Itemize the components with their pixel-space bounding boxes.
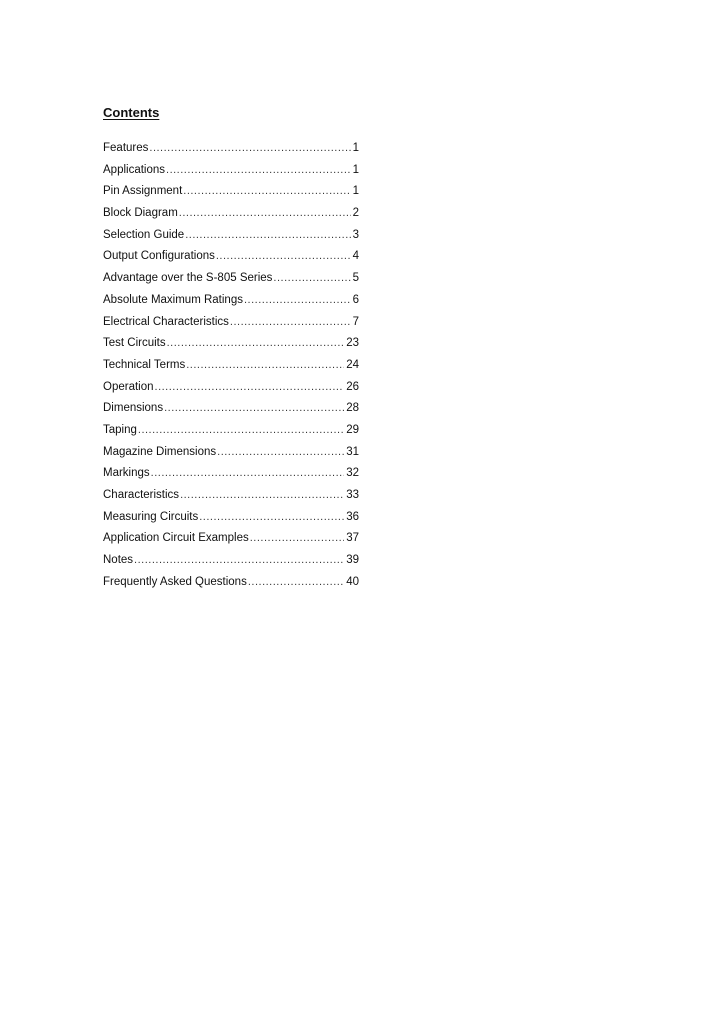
toc-entry-page-number: 28: [346, 402, 359, 415]
toc-entry-page-number: 1: [352, 163, 359, 176]
toc-entry-label: Features: [103, 142, 149, 154]
dot-leader: [183, 183, 350, 199]
toc-entry-label: Pin Assignment: [103, 185, 183, 198]
toc-entry-page-number: 2: [352, 207, 359, 220]
toc-entry-label: Magazine Dimensions: [103, 445, 217, 458]
toc-entry: [103, 314, 359, 336]
toc-entry-label: Notes: [103, 554, 134, 567]
toc-entry-page-number: 40: [346, 575, 359, 588]
toc-entry: [103, 400, 359, 422]
toc-entry-label: Selection Guide: [103, 228, 185, 241]
toc-entry-label: Test Circuits: [103, 337, 166, 350]
dot-leader: [180, 487, 344, 503]
toc-entry-page-number: 37: [346, 532, 359, 545]
toc-entry-page-number: 6: [352, 293, 359, 306]
dot-leader: [199, 509, 344, 525]
toc-entry: [103, 379, 359, 401]
table-of-contents: [103, 140, 359, 595]
toc-entry-page-number: 7: [352, 315, 359, 328]
toc-entry-page-number: 24: [346, 358, 359, 371]
toc-entry-page-number: 29: [346, 423, 359, 436]
toc-entry-page-number: 26: [346, 380, 359, 393]
toc-entry: [103, 422, 359, 444]
toc-entry-label: Frequently Asked Questions: [103, 575, 247, 588]
toc-entry-label: Absolute Maximum Ratings: [103, 293, 243, 306]
toc-entry: [103, 140, 359, 162]
dot-leader: [138, 422, 344, 438]
toc-entry: [103, 357, 359, 379]
toc-entry: [103, 444, 359, 466]
dot-leader: [250, 530, 344, 546]
dot-leader: [134, 552, 344, 568]
toc-entry: [103, 465, 359, 487]
dot-leader: [186, 357, 344, 373]
toc-entry-page-number: 39: [346, 554, 359, 567]
dot-leader: [273, 270, 350, 286]
toc-entry-page-number: 32: [346, 467, 359, 480]
dot-leader: [167, 335, 345, 351]
toc-entry-page-number: 3: [352, 228, 359, 241]
toc-entry-label: Markings: [103, 467, 150, 480]
toc-entry-label: Output Configurations: [103, 250, 215, 263]
toc-entry: [103, 248, 359, 270]
toc-entry: [103, 487, 359, 509]
contents-heading: Contents: [103, 105, 160, 120]
toc-entry: [103, 530, 359, 552]
toc-entry: [103, 552, 359, 574]
toc-entry-page-number: 5: [352, 272, 359, 285]
toc-entry: [103, 574, 359, 596]
toc-entry-page-number: 31: [346, 445, 359, 458]
toc-entry: [103, 183, 359, 205]
dot-leader: [216, 248, 351, 264]
toc-entry-label: Characteristics: [103, 489, 180, 501]
toc-entry-label: Electrical Characteristics: [103, 315, 229, 328]
toc-entry-page-number: 36: [346, 510, 359, 523]
toc-entry-label: Dimensions: [103, 402, 164, 415]
toc-entry-page-number: 33: [346, 489, 359, 501]
toc-entry: [103, 162, 359, 184]
dot-leader: [179, 205, 351, 221]
toc-entry-page-number: 4: [352, 250, 359, 263]
toc-entry-page-number: 23: [346, 337, 359, 350]
toc-entry-label: Operation: [103, 380, 154, 393]
toc-entry: [103, 335, 359, 357]
toc-entry-page-number: 1: [352, 142, 359, 154]
toc-entry: [103, 205, 359, 227]
toc-entry-label: Measuring Circuits: [103, 510, 199, 523]
toc-entry-label: Technical Terms: [103, 358, 186, 371]
toc-entry-label: Block Diagram: [103, 207, 178, 220]
dot-leader: [185, 227, 350, 243]
toc-entry: [103, 270, 359, 292]
toc-entry: [103, 292, 359, 314]
dot-leader: [149, 140, 350, 156]
toc-entry-label: Application Circuit Examples: [103, 532, 249, 545]
dot-leader: [248, 574, 344, 590]
toc-entry: [103, 509, 359, 531]
dot-leader: [164, 400, 344, 416]
dot-leader: [151, 465, 345, 481]
dot-leader: [217, 444, 344, 460]
dot-leader: [155, 379, 345, 395]
toc-entry-label: Taping: [103, 423, 137, 436]
dot-leader: [244, 292, 351, 308]
toc-entry-label: Applications: [103, 163, 166, 176]
toc-entry: [103, 227, 359, 249]
dot-leader: [166, 162, 351, 178]
toc-entry-label: Advantage over the S-805 Series: [103, 272, 273, 285]
dot-leader: [230, 314, 351, 330]
toc-entry-page-number: 1: [352, 185, 359, 198]
